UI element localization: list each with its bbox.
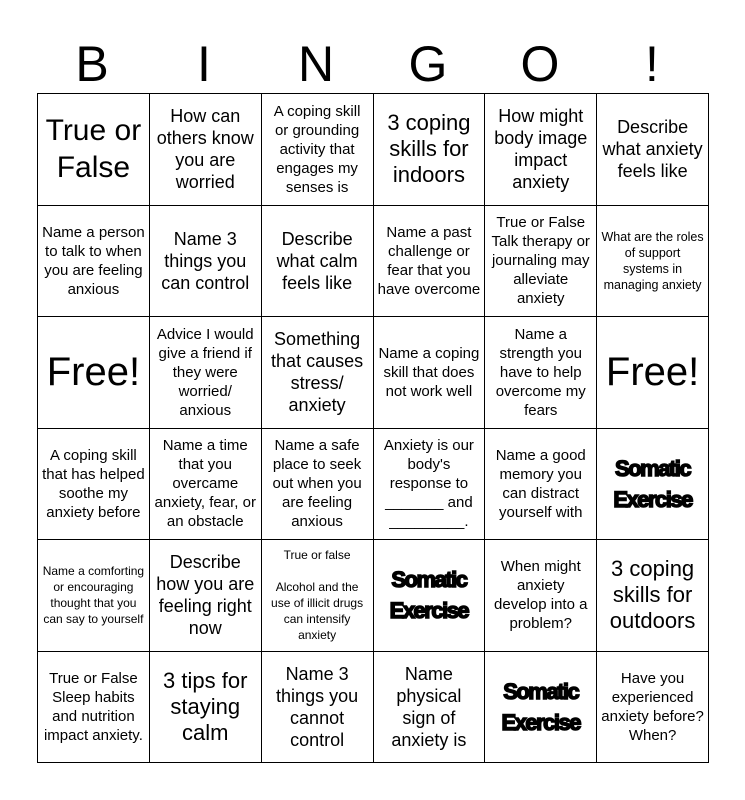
bingo-cell[interactable] (597, 429, 709, 541)
title-letter-g: G (408, 36, 448, 92)
bingo-cell-text: True or False Talk therapy or journaling may alleviate anxiety (491, 214, 590, 308)
bingo-cell[interactable] (38, 206, 150, 318)
bingo-title (36, 34, 708, 94)
bingo-cell[interactable] (262, 429, 374, 541)
title-letter-n: N (297, 36, 335, 92)
bingo-cell-text: Name a safe place to seek out when you are feeling anxious (272, 437, 362, 531)
bingo-cell[interactable] (150, 206, 262, 318)
bingo-cell-text: Name a person to talk to when you are feeling anxious (42, 223, 145, 298)
bingo-cell-text: A coping skill or grounding activity that engages my senses is (273, 102, 361, 196)
bingo-cell-text: Name physical sign of anxiety is (391, 663, 467, 750)
bingo-cell-text: Describe how you are feeling right now (156, 552, 255, 639)
bingo-cell-text: How might body image impact anxiety (494, 106, 588, 193)
bingo-cell[interactable] (262, 652, 374, 764)
bingo-cell[interactable] (374, 206, 486, 318)
title-letter-i: I (197, 36, 211, 92)
bingo-cell-text: Describe what calm feels like (276, 228, 358, 293)
bingo-cell-text: Describe what anxiety feels like (602, 117, 703, 182)
bingo-cell-text: Somatic Exercise (501, 678, 580, 735)
bingo-cell[interactable] (150, 540, 262, 652)
bingo-cell-text: Name a strength you have to help overcome my fears (495, 325, 586, 419)
bingo-cell[interactable] (150, 652, 262, 764)
title-letter-o: O (520, 36, 560, 92)
bingo-cell-text: True or False Sleep habits and nutrition impact anxiety. (43, 669, 143, 744)
bingo-cell-text: Name a time that you overcame anxiety, fear, or an obstacle (154, 437, 256, 531)
bingo-cell[interactable] (38, 94, 150, 206)
bingo-cell-text: Name a past challenge or fear that you have overcome (377, 223, 481, 298)
bingo-cell[interactable] (38, 317, 150, 429)
bingo-cell[interactable] (485, 206, 597, 318)
bingo-cell[interactable] (150, 429, 262, 541)
bingo-card-grid (37, 93, 709, 763)
bingo-cell[interactable] (150, 317, 262, 429)
bingo-cell[interactable] (485, 94, 597, 206)
bingo-cell-text: 3 coping skills for indoors (387, 110, 471, 188)
bingo-cell[interactable] (374, 317, 486, 429)
bingo-cell-text: True or False (45, 114, 142, 185)
bingo-cell-text: Have you experienced anxiety before? When? (601, 669, 704, 744)
bingo-cell-text: Something that causes stress/ anxiety (271, 329, 364, 416)
bingo-cell[interactable] (262, 540, 374, 652)
bingo-cell[interactable] (150, 94, 262, 206)
bingo-cell[interactable] (374, 94, 486, 206)
bingo-cell-text: When might anxiety develop into a problem? (494, 558, 588, 633)
bingo-cell-text: True or false Alcohol and the use of illicit drugs can intensify anxiety (271, 548, 364, 643)
bingo-cell-text: Name a good memory you can distract yourself with (495, 446, 586, 521)
bingo-cell-text: Somatic Exercise (389, 567, 469, 624)
bingo-cell[interactable] (262, 206, 374, 318)
bingo-cell-text: Name a comforting or encouraging thought that you can say to yourself (42, 564, 145, 627)
bingo-cell-text: Advice I would give a friend if they were worried/ anxious (156, 325, 254, 419)
bingo-cell[interactable] (485, 652, 597, 764)
bingo-cell[interactable] (597, 94, 709, 206)
bingo-cell[interactable] (485, 429, 597, 541)
bingo-cell-text: Free! (605, 350, 700, 395)
bingo-cell[interactable] (38, 540, 150, 652)
bingo-cell[interactable] (485, 317, 597, 429)
bingo-cell[interactable] (38, 652, 150, 764)
bingo-cell[interactable] (597, 206, 709, 318)
title-letter-exclamation: ! (645, 36, 659, 92)
bingo-cell[interactable] (374, 540, 486, 652)
bingo-cell[interactable] (485, 540, 597, 652)
bingo-cell[interactable] (262, 317, 374, 429)
bingo-cell[interactable] (38, 429, 150, 541)
bingo-cell[interactable] (374, 652, 486, 764)
bingo-cell-text: Name 3 things you cannot control (276, 663, 359, 750)
bingo-cell-text: Anxiety is our body's response to _______ and _________. (383, 437, 474, 531)
bingo-cell[interactable] (597, 652, 709, 764)
bingo-cell[interactable] (597, 317, 709, 429)
bingo-cell[interactable] (262, 94, 374, 206)
bingo-cell-text: Name 3 things you can control (161, 228, 250, 293)
bingo-cell-text: What are the roles of support systems in managing anxiety (601, 229, 704, 292)
bingo-cell[interactable] (374, 429, 486, 541)
bingo-cell[interactable] (597, 540, 709, 652)
title-letter-b: B (75, 36, 109, 92)
bingo-cell-text: Somatic Exercise (613, 455, 692, 512)
bingo-cell-text: A coping skill that has helped soothe my anxiety before (42, 446, 145, 521)
bingo-cell-text: How can others know you are worried (156, 106, 254, 193)
bingo-cell-text: Free! (46, 350, 141, 395)
bingo-cell-text: 3 tips for staying calm (163, 667, 248, 745)
bingo-cell-text: 3 coping skills for outdoors (609, 556, 696, 634)
bingo-cell-text: Name a coping skill that does not work well (378, 344, 480, 400)
